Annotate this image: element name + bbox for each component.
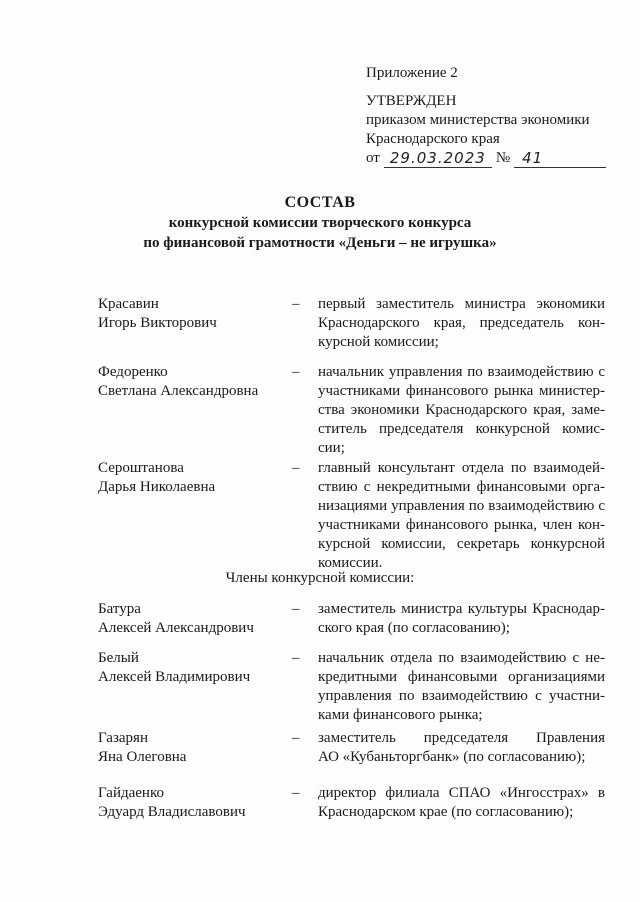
role-line: начальник отдела по взаимодействию с не- (318, 650, 605, 666)
member-role (318, 649, 605, 725)
number-sign: № (495, 150, 511, 166)
role-line: ского края (по согласованию); (318, 620, 510, 636)
title-line-3: по финансовой грамотности «Деньги – не игрушка» (143, 235, 497, 251)
role-line: директор филиала СПАО «Ингосстрах» в (318, 785, 605, 801)
role-line: первый заместитель министра экономики (318, 296, 605, 312)
surname: Газарян (98, 730, 148, 746)
surname: Сероштанова (98, 460, 184, 476)
dash: – (292, 364, 300, 380)
member-name (98, 784, 288, 822)
role-line: участниками финансового рынка министер- (318, 383, 605, 399)
role-line: управления по взаимодействию с участни- (318, 688, 605, 704)
surname: Гайдаенко (98, 785, 164, 801)
given-names: Яна Олеговна (98, 749, 187, 765)
member-role (318, 784, 605, 822)
order-line-2: Краснодарского края (366, 131, 500, 147)
role-line: начальник управления по взаимодействию с (318, 364, 605, 380)
role-line: участниками финансового рынка, член кон- (318, 517, 605, 533)
member-name (98, 363, 288, 401)
role-line: Краснодарского края, председатель кон- (318, 315, 605, 331)
given-names: Игорь Викторович (98, 315, 217, 331)
given-names: Алексей Александрович (98, 620, 254, 636)
given-names: Алексей Владимирович (98, 669, 251, 685)
member-role (318, 295, 605, 352)
member-role (318, 459, 605, 573)
role-line: ститель председателя конкурсной комис- (318, 421, 605, 437)
role-line: кредитными финансовыми организациями (318, 669, 605, 685)
role-line: курсной комиссии, секретарь конкурсной (318, 536, 605, 552)
handwritten-number: 41 (514, 150, 606, 168)
member-name (98, 295, 288, 333)
member-role (318, 363, 605, 458)
surname: Федоренко (98, 364, 168, 380)
handwritten-date: 29.03.2023 (384, 150, 492, 168)
member-name (98, 600, 288, 638)
document-title (0, 193, 640, 253)
approved-label: УТВЕРЖДЕН (366, 93, 457, 109)
surname: Красавин (98, 296, 159, 312)
given-names: Дарья Николаевна (98, 479, 216, 495)
dash: – (292, 601, 300, 617)
member-name (98, 459, 288, 497)
given-names: Эдуард Владиславович (98, 804, 246, 820)
member-name (98, 729, 288, 767)
members-heading: Члены конкурсной комиссии: (225, 570, 415, 586)
dash: – (292, 785, 300, 801)
dash: – (292, 296, 300, 312)
dash: – (292, 460, 300, 476)
approval-block (366, 92, 606, 168)
surname: Белый (98, 650, 139, 666)
role-line: АО «Кубаньторгбанк» (по согласованию); (318, 749, 586, 765)
role-line: главный консультант отдела по взаимодей- (318, 460, 605, 476)
title-line-2: конкурсной комиссии творческого конкурса (168, 215, 472, 231)
role-line: комиссии. (318, 555, 383, 571)
member-role (318, 729, 605, 767)
appendix-label: Приложение 2 (366, 65, 458, 81)
role-line: заместитель министра культуры Краснодар- (318, 601, 605, 617)
date-prefix: от (366, 150, 380, 166)
role-line: заместитель председателя Правления (318, 730, 605, 746)
dash: – (292, 650, 300, 666)
role-line: Краснодарском крае (по согласованию); (318, 804, 574, 820)
role-line: низациями управления по взаимодействию с (318, 498, 605, 514)
role-line: ствию с некредитными финансовыми орга- (318, 479, 605, 495)
given-names: Светлана Александровна (98, 383, 259, 399)
dash: – (292, 730, 300, 746)
role-line: курсной комиссии; (318, 334, 439, 350)
member-role (318, 600, 605, 638)
role-line: сии; (318, 440, 345, 456)
role-line: ками финансового рынка; (318, 707, 483, 723)
member-name (98, 649, 288, 687)
surname: Батура (98, 601, 141, 617)
role-line: ства экономики Краснодарского края, заме- (318, 402, 605, 418)
date-number-line (366, 149, 606, 168)
title-line-1: СОСТАВ (284, 194, 356, 211)
order-line-1: приказом министерства экономики (366, 112, 590, 128)
